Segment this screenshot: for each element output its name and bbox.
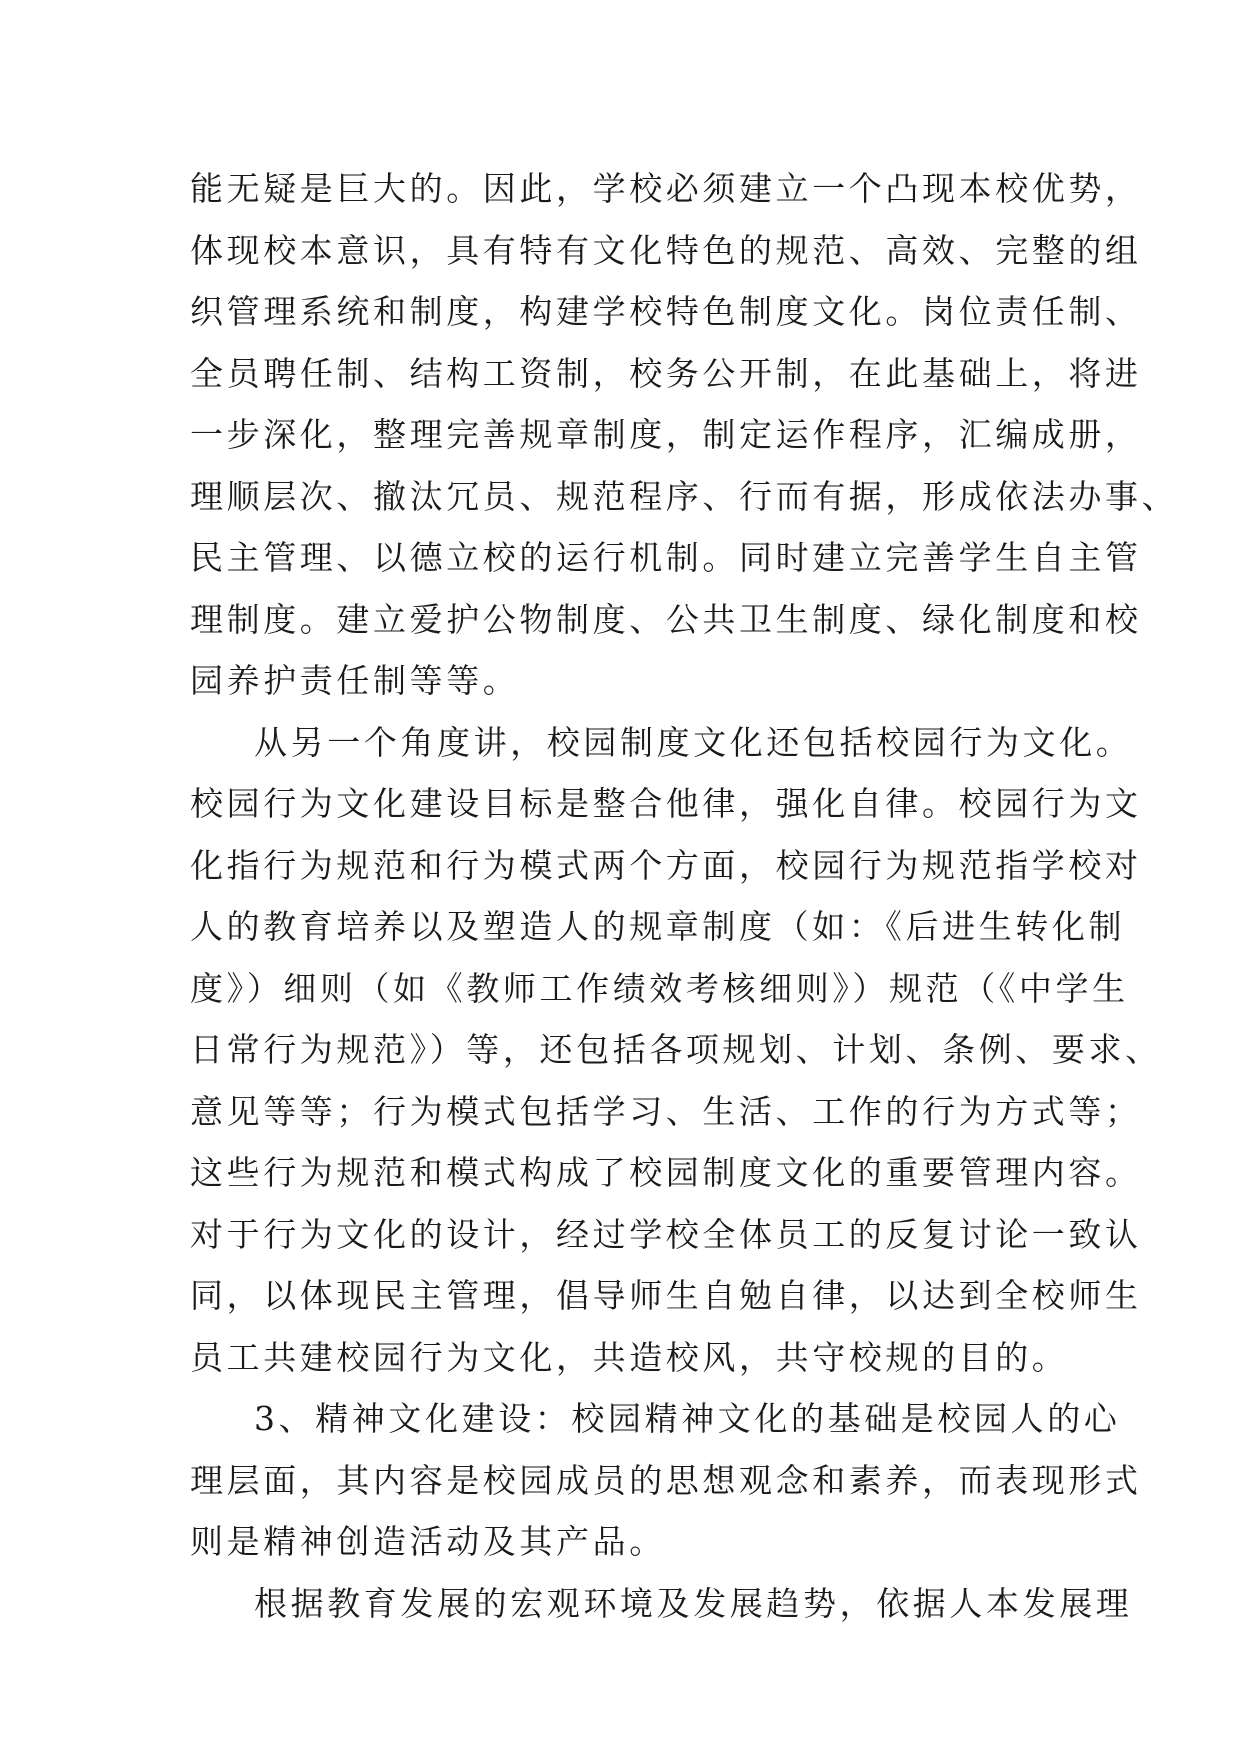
text-line: 度》）细则（如《教师工作绩效考核细则》）规范（《中学生 (190, 968, 1129, 1008)
text-line: 员工共建校园行为文化，共造校风，共守校规的目的。 (190, 1337, 1069, 1377)
text-line: 全员聘任制、结构工资制，校务公开制，在此基础上，将进 (190, 353, 1142, 393)
text-line: 根据教育发展的宏观环境及发展趋势，依据人本发展理 (254, 1583, 1133, 1623)
text-line: 3、精神文化建设：校园精神文化的基础是校园人的心 (254, 1399, 1121, 1438)
text-line: 日常行为规范》）等，还包括各项规划、计划、条例、要求、 (190, 1030, 1162, 1069)
text-line: 对于行为文化的设计，经过学校全体员工的反复讨论一致认 (190, 1214, 1142, 1254)
text-line: 这些行为规范和模式构成了校园制度文化的重要管理内容。 (190, 1153, 1142, 1192)
text-line: 同，以体现民主管理，倡导师生自勉自律，以达到全校师生 (190, 1276, 1142, 1315)
text-line: 织管理系统和制度，构建学校特色制度文化。岗位责任制、 (190, 292, 1142, 331)
text-line: 意见等等；行为模式包括学习、生活、工作的行为方式等； (190, 1091, 1142, 1131)
text-line: 能无疑是巨大的。因此，学校必须建立一个凸现本校优势， (190, 169, 1142, 208)
text-line: 从另一个角度讲，校园制度文化还包括校园行为文化。 (254, 722, 1133, 762)
text-line: 园养护责任制等等。 (190, 661, 520, 700)
text-line: 民主管理、以德立校的运行机制。同时建立完善学生自主管 (190, 538, 1142, 577)
text-line: 则是精神创造活动及其产品。 (190, 1522, 666, 1561)
text-line: 理顺层次、撤汰冗员、规范程序、行而有据，形成依法办事、 (190, 476, 1179, 516)
text-line: 校园行为文化建设目标是整合他律，强化自律。校园行为文 (190, 784, 1142, 823)
text-line: 理层面，其内容是校园成员的思想观念和素养，而表现形式 (190, 1460, 1142, 1500)
body-text (190, 158, 1179, 1634)
text-line: 理制度。建立爱护公物制度、公共卫生制度、绿化制度和校 (190, 599, 1142, 639)
text-line: 人的教育培养以及塑造人的规章制度（如：《后进生转化制 (190, 907, 1126, 946)
text-line: 一步深化，整理完善规章制度，制定运作程序，汇编成册， (190, 415, 1142, 454)
text-line: 体现校本意识，具有特有文化特色的规范、高效、完整的组 (190, 230, 1142, 270)
text-line: 化指行为规范和行为模式两个方面，校园行为规范指学校对 (190, 845, 1142, 885)
